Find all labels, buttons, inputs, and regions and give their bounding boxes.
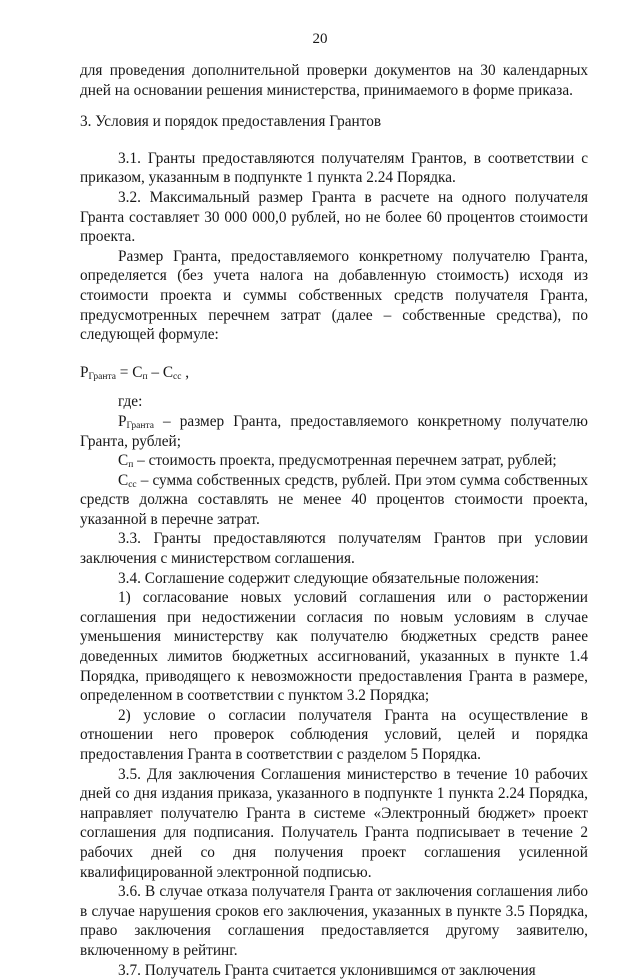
paragraph-3-4: 3.4. Соглашение содержит следующие обязательные положения: bbox=[118, 569, 540, 587]
formula-symbol-p: P bbox=[80, 363, 89, 381]
intro-paragraph: для проведения дополнительной проверки документов на 30 календарных дней на основании решения министерства, принимаемого в форме приказа. bbox=[80, 62, 588, 99]
formula-end: , bbox=[181, 363, 190, 381]
paragraph-3-7: 3.7. Получатель Гранта считается уклонившимся от заключения bbox=[118, 961, 536, 979]
paragraph-3-5: 3.5. Для заключения Соглашения министерство в течение 10 рабочих дней со дня издания приказа, указанного в подпункте 1 пункта 2.24 Порядка, направляет получателю Гранта в системе «Электронный бюджет» проект соглашения для подписания. Получатель Гранта подписывает в течение 2 рабочих дней со дня получения проект соглашения усиленной квалифицированной электронной подписью. bbox=[80, 765, 588, 881]
paragraph-3-6: 3.6. В случае отказа получателя Гранта от заключения соглашения либо в случае нарушения сроков его заключения, указанных в пункте 3.5 Порядка, право заключения соглашения предоставляется другому заявителю, включенному в рейтинг. bbox=[80, 883, 588, 959]
paragraph-3-4-item-1: 1) согласование новых условий соглашения или о расторжении соглашения при недостижении согласия по новым условиям в случае уменьшения министерству как получателю бюджетных средств ранее доведенных лимитов бюджетных ассигнований, указанных в пункте 1.4 Порядка, приводящего к невозможности предоставления Гранта в размере, определенном в соответствии с пунктом 3.2 Порядка; bbox=[80, 589, 588, 705]
paragraph-3-2: 3.2. Максимальный размер Гранта в расчете на одного получателя Гранта составляет 30 000 000,0 рублей, но не более 60 процентов стоимости проекта. bbox=[80, 188, 588, 246]
paragraph-3-4-item-2: 2) условие о согласии получателя Гранта на осуществление в отношении него проверок соблюдения условий, целей и порядка предоставления Гранта в соответствии с разделом 5 Порядка. bbox=[80, 706, 588, 763]
formula-symbol-css: – C bbox=[147, 363, 174, 381]
formula-sub-granta: Гранта bbox=[88, 371, 116, 382]
formula-sub-ss: сс bbox=[173, 371, 182, 382]
paragraph-3-1: 3.1. Гранты предоставляются получателям Грантов, в соответствии с приказом, указанным в подпункте 1 пункта 2.24 Порядка. bbox=[80, 149, 588, 187]
paragraph-3-3: 3.3. Гранты предоставляются получателям Грантов при условии заключения с министерством соглашения. bbox=[80, 530, 588, 568]
page-number: 20 bbox=[312, 31, 328, 47]
formula-symbol-cp: = C bbox=[115, 363, 143, 381]
document-body bbox=[80, 61, 588, 980]
definition-c-ss: $C_{сс}$ – сумма собственных средств, рублей. При этом сумма собственных средств должна составлять не менее 40 процентов стоимости проекта, указанной в перечне затрат. bbox=[80, 471, 588, 528]
grant-formula bbox=[80, 363, 588, 383]
formula-sub-p: п bbox=[142, 371, 148, 382]
definition-p-granta: $P_{Гранта}$ – размер Гранта, предоставляемого конкретному получателю Гранта, рублей; bbox=[80, 412, 588, 450]
where-label: где: bbox=[118, 393, 143, 411]
definition-c-p: $C_п$ – стоимость проекта, предусмотренная перечнем затрат, рублей; bbox=[118, 452, 557, 471]
section-heading: 3. Условия и порядок предоставления Грантов bbox=[80, 113, 382, 131]
paragraph-grant-size: Размер Гранта, предоставляемого конкретному получателю Гранта, определяется (без учета налога на добавленную стоимость) исходя из стоимости проекта и суммы собственных средств получателя Гранта, предусмотренных перечнем затрат (далее – собственные средства), по следующей формуле: bbox=[80, 247, 588, 344]
